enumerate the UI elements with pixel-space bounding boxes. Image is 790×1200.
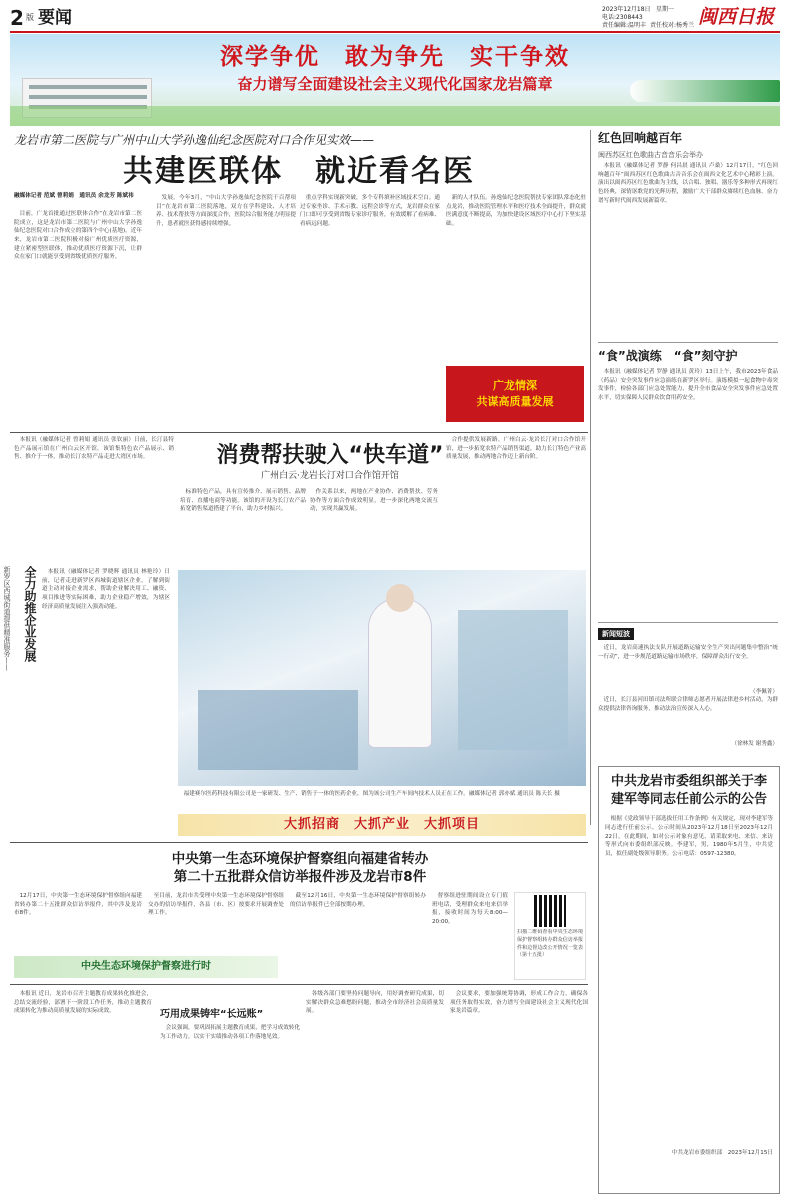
news-briefs [598,628,778,760]
second-subhead: 广州白云·龙岩长汀对口合作馆开馆 [261,471,399,481]
third-col-2: 至目前，龙岩市共受理中央第一生态环境保护督察组交办的信访举报件，各县（市、区）按要求开展调查处理工作。 [148,893,284,917]
masthead [10,4,780,30]
page-label: 版 [26,13,34,22]
second-col-3: 作关系以来，两地在产业协作、消费帮扶、劳务协作等方面合作成效明显，进一步深化两地交流互动，实现共赢发展。 [310,489,438,513]
second-col-4: 合作提供发展新路。广州白云·龙岩长汀对口合作馆开馆，进一步拓宽农特产品销售渠道，助力长汀特色产业高质量发展，推动两地合作迈上新台阶。 [446,437,586,461]
sidebar-2-body: 本报讯（融媒体记者 罗静 通讯员 黄玲）13日上午，我市2023年食品（药品）安全突发事件应急演练在新罗区举行。演练模拟一起食物中毒突发事件，检验各部门应急处置能力，提升全市食品安全突发事件应急处置水平，切实保障人民群众饮食用药安全。 [598,369,778,401]
sidebar-1-title: 红色回响越百年 [598,131,683,145]
promo-line-1: 广龙情深 [493,379,537,393]
vertical-body: 本报讯（融媒体记者 罗晓辉 通讯员 林艳玲）日前，记者走进新罗区西城街道辖区企业，了解到街道主动对接企业需求，帮助企业解决用工、融资、项目推进等实际困难，助力企业稳产增效，为辖区经济高质量发展注入强劲动能。 [42,569,170,610]
brief-item-1: 近日，龙岩高速执法支队开展道路运输安全生产突出问题集中整治“统一行动”，进一步规范道路运输市场秩序，保障群众出行安全。 [598,645,778,660]
third-col-3: 截至12月16日，中央第一生态环境保护督察组转办的信访举报件已全部按期办理。 [290,893,426,908]
lead-col-3: 重点学科实现新突破，多个专科填补区域技术空白。通过专家坐诊、手术示教、远程会诊等方式，龙岩群众在家门口即可享受到省级专家诊疗服务，有效缓解了看病难、看病远问题。 [300,195,440,227]
notice-body: 根据《党政领导干部选拔任用工作条例》有关规定，现对李建军等同志进行任前公示。公示时间从2023年12月18日至2023年12月22日。在此期间，如对公示对象有意见，请采取来电、来信、来访等形式向市委组织部反映。李建军，男，1980年5月生，中共党员，拟任副处级领导职务。公示电话：0597-12380。 [605,816,773,857]
briefs-title: 新闻短波 [598,628,634,640]
bottom-col-4: 会议要求，要加强统筹协调，形成工作合力，确保各项任务取得实效，奋力谱写全面建设社会主义现代化国家龙岩篇章。 [450,991,588,1015]
lead-col-4: 新的人才队伍。孙逸仙纪念医院帮扶专家团队常态化驻点龙岩，推动医院管理水平和医疗技术全面提升，群众就医满意度不断提高，为加快建设区域医疗中心打下坚实基础。 [446,195,586,227]
lead-headline: 共建医联体 就近看名医 [123,154,475,189]
qr-caption: 扫描二维码查看中央生态环境保护督察组转办群众信访举报件和边督边改公开情况一览表（第十五批） [517,929,583,959]
newspaper-logo: 闽西日报 [698,6,775,28]
editor: 责任编辑:温明丰 [602,22,647,29]
slogan-banner [178,814,586,836]
brief-sign-1: （李佩菁） [750,689,778,696]
notice-box [598,766,780,1194]
second-col-2: 标准特色产品，具有宣传推介、展示销售、品牌培育、直播电商等功能。该馆的开设为长汀农产品拓宽销售渠道搭建了平台，助力乡村振兴。 [180,489,306,513]
photo-caption: 福建赛尔医药科技有限公司是一家研发、生产、销售于一体的医药企业，图为该公司生产车间内技术人员正在工作。融媒体记者 郭亦斌 通讯员 陈天长 摄 [183,791,560,797]
lead-byline: 融媒体记者 范斌 曾莉娟 通讯员 余龙芳 陈斌祎 [14,193,134,199]
bottom-col-3: 各级各部门要坚持问题导向，用好调查研究成果，切实解决群众急难愁盼问题，推动全市经济社会高质量发展。 [306,991,444,1015]
slogan-text: 大抓招商 大抓产业 大抓项目 [283,816,480,832]
bottom-col-2: 会议强调，要巩固拓展主题教育成果，把学习成效转化为工作动力，以实干实绩推动各项工作落地见效。 [160,1025,300,1040]
qr-block [514,892,586,980]
banner-title: 深学争优 敢为争先 实干争效 [220,43,570,70]
lead-kicker: 龙岩市第二医院与广州中山大学孙逸仙纪念医院对口合作见实效—— [14,133,375,147]
sidebar-1-body: 本报讯（融媒体记者 罗静 何昌晨 通讯员 卢桑）12月17日，“红色回响越百年”闽西苏区红色歌曲古音音乐会在闽西文化艺术中心精彩上演。演出以闽西苏区红色歌曲为主线，以合唱、独唱、器乐等多种形式再现红色经典，深情讴歌党的光辉历程，激励广大干部群众赓续红色血脉，奋力谱写新时代闽西发展新篇章。 [598,163,778,204]
brief-item-2: 近日，长汀县河田镇司法所联合律师志愿者开展法律进乡村活动，为群众提供法律咨询服务，推动法治宣传深入人心。 [598,697,778,712]
bottom-col-1: 本报讯 近日，龙岩市召开主题教育成果转化推进会，总结交流经验，部署下一阶段工作任务，推动主题教育成果转化为推动高质量发展的实际成效。 [14,991,152,1015]
issue-weekday: 星期一 [656,6,675,13]
second-headline: 消费帮扶驶入“快车道” [216,443,444,468]
banner-subtitle: 奋力谱写全面建设社会主义现代化国家龙岩篇章 [237,75,553,93]
section-name: 要闻 [38,8,72,28]
second-col-1: 本报讯（融媒体记者 曾莉娟 通讯员 张钦丽）日前，长汀县特色产品展示馆在广州白云区开馆。该馆集特色农产品展示、销售、推介于一体，推动长汀农特产品走进大湾区市场。 [14,437,174,461]
sidebar-1-subtitle: 闽西苏区红色歌曲古音音乐会举办 [598,151,703,159]
lead-col-2: 发展。今年3月，“中山大学孙逸仙纪念医院千百帮项目”在龙岩市第二医院落地，双方在学科建设、人才培养、技术帮扶等方面深度合作，医院综合服务能力明显提升，患者就医获得感持续增强。 [156,195,296,227]
page-number: 2 [10,6,24,30]
vertical-side-title: 新罗区西城街道提供精准服务—— [3,566,11,671]
train-illustration [630,80,780,102]
third-headline-1: 中央第一生态环境保护督察组向福建省转办 [171,851,429,867]
green-strip-text: 中央生态环境保护督察进行时 [81,960,211,972]
notice-title: 中共龙岩市委组织部关于李建军等同志任前公示的公告 [610,774,767,808]
brief-sign-2: （徐林发 谢秀鑫） [731,741,778,748]
third-col-1: 12月17日，中央第一生态环境保护督察组向福建省转办第二十五批群众信访举报件，其中涉及龙岩市8件。 [14,893,142,917]
proofreader: 责任校对:杨秀兰 [650,22,695,29]
top-banner [10,34,780,126]
promo-box [446,366,584,422]
green-strip [14,956,278,978]
sidebar-2-title: “食”战演练 “食”刻守护 [598,349,738,363]
notice-footer: 中共龙岩市委组织部 2023年12月15日 [671,1150,773,1157]
lab-photo [178,570,586,786]
bottom-title: 巧用成果铸牢“长远账” [160,1009,264,1020]
phone: 电话:2308443 [602,14,643,21]
promo-line-2: 共谋高质量发展 [476,395,554,408]
lead-col-1: 目前，广龙首批通过医联体合作“在龙岩市第二医院成立，这是龙岩市第二医院与广州中山大学孙逸仙纪念医院对口合作成立的第四个中心(基地)。近年来，龙岩市第二医院积极对接广州优质医疗资源，建立紧密型医联体，推动优质医疗资源下沉，让群众在家门口就能享受到省级优质医疗服务。 [14,211,142,261]
third-col-4: 督察组进驻期间设立专门值班电话，受理群众来电来信举报，接收时间为每天8:00—20:00。 [432,893,508,925]
qr-code-icon [534,895,566,927]
third-headline-2: 第二十五批群众信访举报件涉及龙岩市8件 [173,869,427,885]
issue-date: 2023年12月18日 [602,6,651,13]
vertical-title: 全力助推企业发展 [23,566,37,662]
